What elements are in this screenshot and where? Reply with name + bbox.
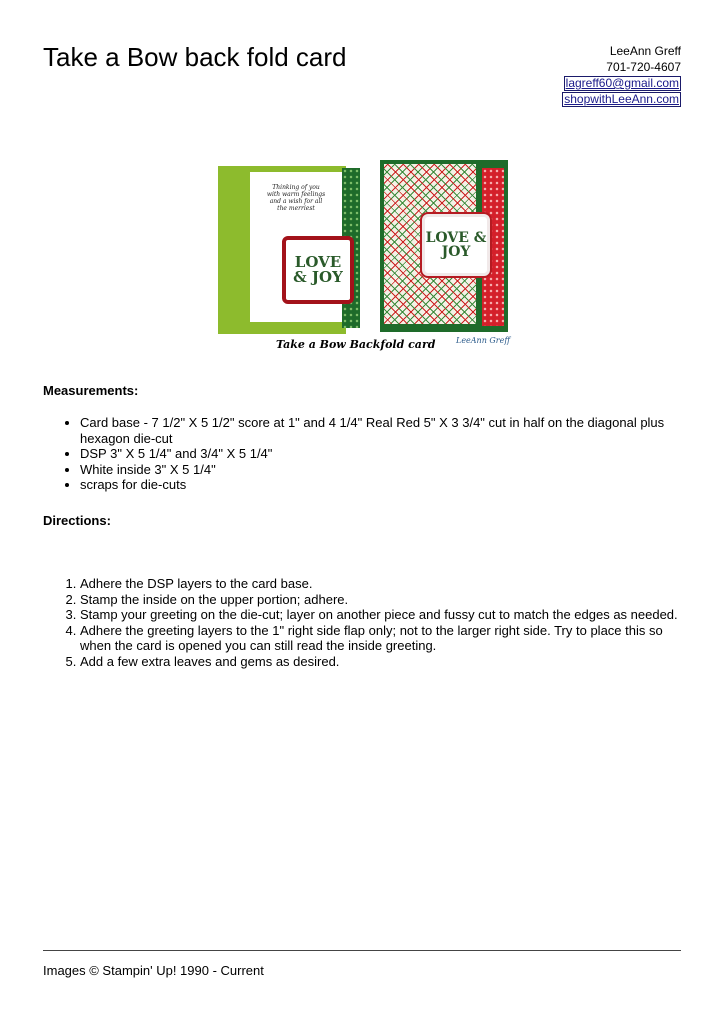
directions-heading: Directions: [43,513,111,528]
card-photo [218,158,514,358]
measurements-list [43,415,680,493]
greeting-label-2: LOVE & JOY [422,214,490,276]
photo-signature: LeeAnn Greff [456,336,511,345]
measurements-heading: Measurements: [43,383,139,398]
directions-list [43,576,680,669]
list-item: • Card base - 7 1/2" X 5 1/2" score at 1" and 4 1/4" Real Red 5" X 3 3/4" cut in half on the diagonal plus hexagon die-cut [80,415,680,446]
list-item: 5. Add a few extra leaves and gems as desired. [80,654,680,670]
contact-block [562,43,681,107]
list-item: • White inside 3" X 5 1/4" [80,462,680,478]
contact-name: LeeAnn Greff [609,44,681,58]
list-item: 2. Stamp the inside on the upper portion; adhere. [80,592,680,608]
photo-caption: Take a Bow Backfold card [276,338,436,351]
list-item: • DSP 3" X 5 1/4" and 3/4" X 5 1/4" [80,446,680,462]
list-item: 1. Adhere the DSP layers to the card base. [80,576,680,592]
website-link[interactable]: shopwithLeeAnn.com [564,92,679,106]
inside-greeting: Thinking of you with warm feelings and a wish for all the merriest [266,184,326,212]
email-link[interactable]: lagreff60@gmail.com [565,76,679,90]
page-title: Take a Bow back fold card [43,42,347,72]
list-item: 3. Stamp your greeting on the die-cut; layer on another piece and fussy cut to match the edges as needed. [80,607,680,623]
contact-phone: 701-720-4607 [606,60,681,74]
list-item: 4. Adhere the greeting layers to the 1" right side flap only; not to the larger right side. Try to place this so when the card is opened you can still read the inside greeting. [80,623,680,654]
footer-copyright: Images © Stampin' Up! 1990 - Current [43,963,264,978]
list-item: • scraps for die-cuts [80,477,680,493]
footer-divider [43,950,681,951]
greeting-label-1: LOVE & JOY [282,236,354,304]
